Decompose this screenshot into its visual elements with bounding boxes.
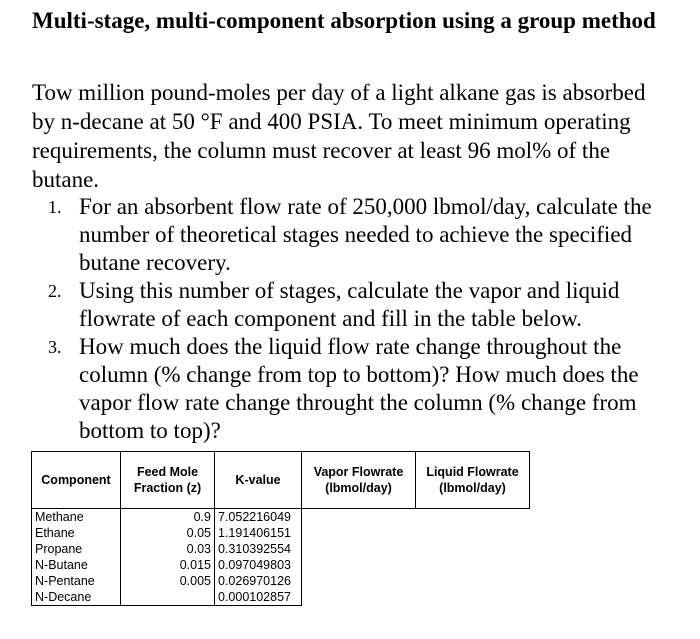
k-value: 0.310392554	[215, 541, 302, 557]
header-vapor-flowrate: Vapor Flowrate (lbmol/day)	[302, 452, 416, 509]
table-row	[32, 541, 530, 557]
feed-fraction: 0.005	[121, 573, 215, 589]
component-name: Methane	[32, 509, 121, 526]
vapor-flowrate-cell	[302, 509, 416, 526]
header-k-value: K-value	[215, 452, 302, 509]
table-row	[32, 557, 530, 573]
feed-fraction: 0.05	[121, 525, 215, 541]
header-liquid-flowrate: Liquid Flowrate (lbmol/day)	[416, 452, 530, 509]
vapor-flowrate-cell	[302, 525, 416, 541]
vapor-flowrate-cell	[302, 573, 416, 589]
table-row	[32, 589, 530, 606]
question-text: How much does the liquid flow rate change throughout the column (% change from top to bottom)? How much does the vapor flow rate change throught the column (% change from bottom to top)?	[79, 334, 639, 443]
question-number: 3.	[48, 337, 62, 357]
table-header-row	[32, 452, 530, 509]
feed-fraction: 0.03	[121, 541, 215, 557]
question-item	[32, 333, 682, 445]
k-value: 7.052216049	[215, 509, 302, 526]
feed-fraction: 0.015	[121, 557, 215, 573]
problem-statement: Tow million pound-moles per day of a light alkane gas is absorbed by n-decane at 50 °F and 400 PSIA. To meet minimum operating requirements, the column must recover at least 96 mol% of the butane.	[32, 80, 646, 192]
question-text: Using this number of stages, calculate the vapor and liquid flowrate of each component and fill in the table below.	[79, 278, 620, 331]
table-row	[32, 573, 530, 589]
feed-fraction: 0.9	[121, 509, 215, 526]
question-number: 1.	[48, 197, 62, 217]
component-name: N-Decane	[32, 589, 121, 606]
k-value: 0.000102857	[215, 589, 302, 606]
liquid-flowrate-cell	[416, 541, 530, 557]
component-table	[31, 451, 530, 606]
header-feed-fraction: Feed Mole Fraction (z)	[121, 452, 215, 509]
component-name: Ethane	[32, 525, 121, 541]
question-item	[32, 193, 682, 277]
question-number: 2.	[48, 281, 62, 301]
liquid-flowrate-cell	[416, 557, 530, 573]
question-text: For an absorbent flow rate of 250,000 lbmol/day, calculate the number of theoretical stages needed to achieve the specified butane recovery.	[79, 194, 652, 275]
k-value: 1.191406151	[215, 525, 302, 541]
liquid-flowrate-cell	[416, 573, 530, 589]
liquid-flowrate-cell	[416, 589, 530, 606]
header-component: Component	[32, 452, 121, 509]
k-value: 0.097049803	[215, 557, 302, 573]
vapor-flowrate-cell	[302, 589, 416, 606]
liquid-flowrate-cell	[416, 509, 530, 526]
component-name: N-Pentane	[32, 573, 121, 589]
vapor-flowrate-cell	[302, 541, 416, 557]
k-value: 0.026970126	[215, 573, 302, 589]
page-title: Multi-stage, multi-component absorption using a group method	[32, 8, 656, 33]
table-row	[32, 525, 530, 541]
feed-fraction	[121, 589, 215, 606]
question-item	[32, 277, 682, 333]
component-name: N-Butane	[32, 557, 121, 573]
vapor-flowrate-cell	[302, 557, 416, 573]
table-row	[32, 509, 530, 526]
question-list	[32, 193, 682, 445]
component-name: Propane	[32, 541, 121, 557]
liquid-flowrate-cell	[416, 525, 530, 541]
